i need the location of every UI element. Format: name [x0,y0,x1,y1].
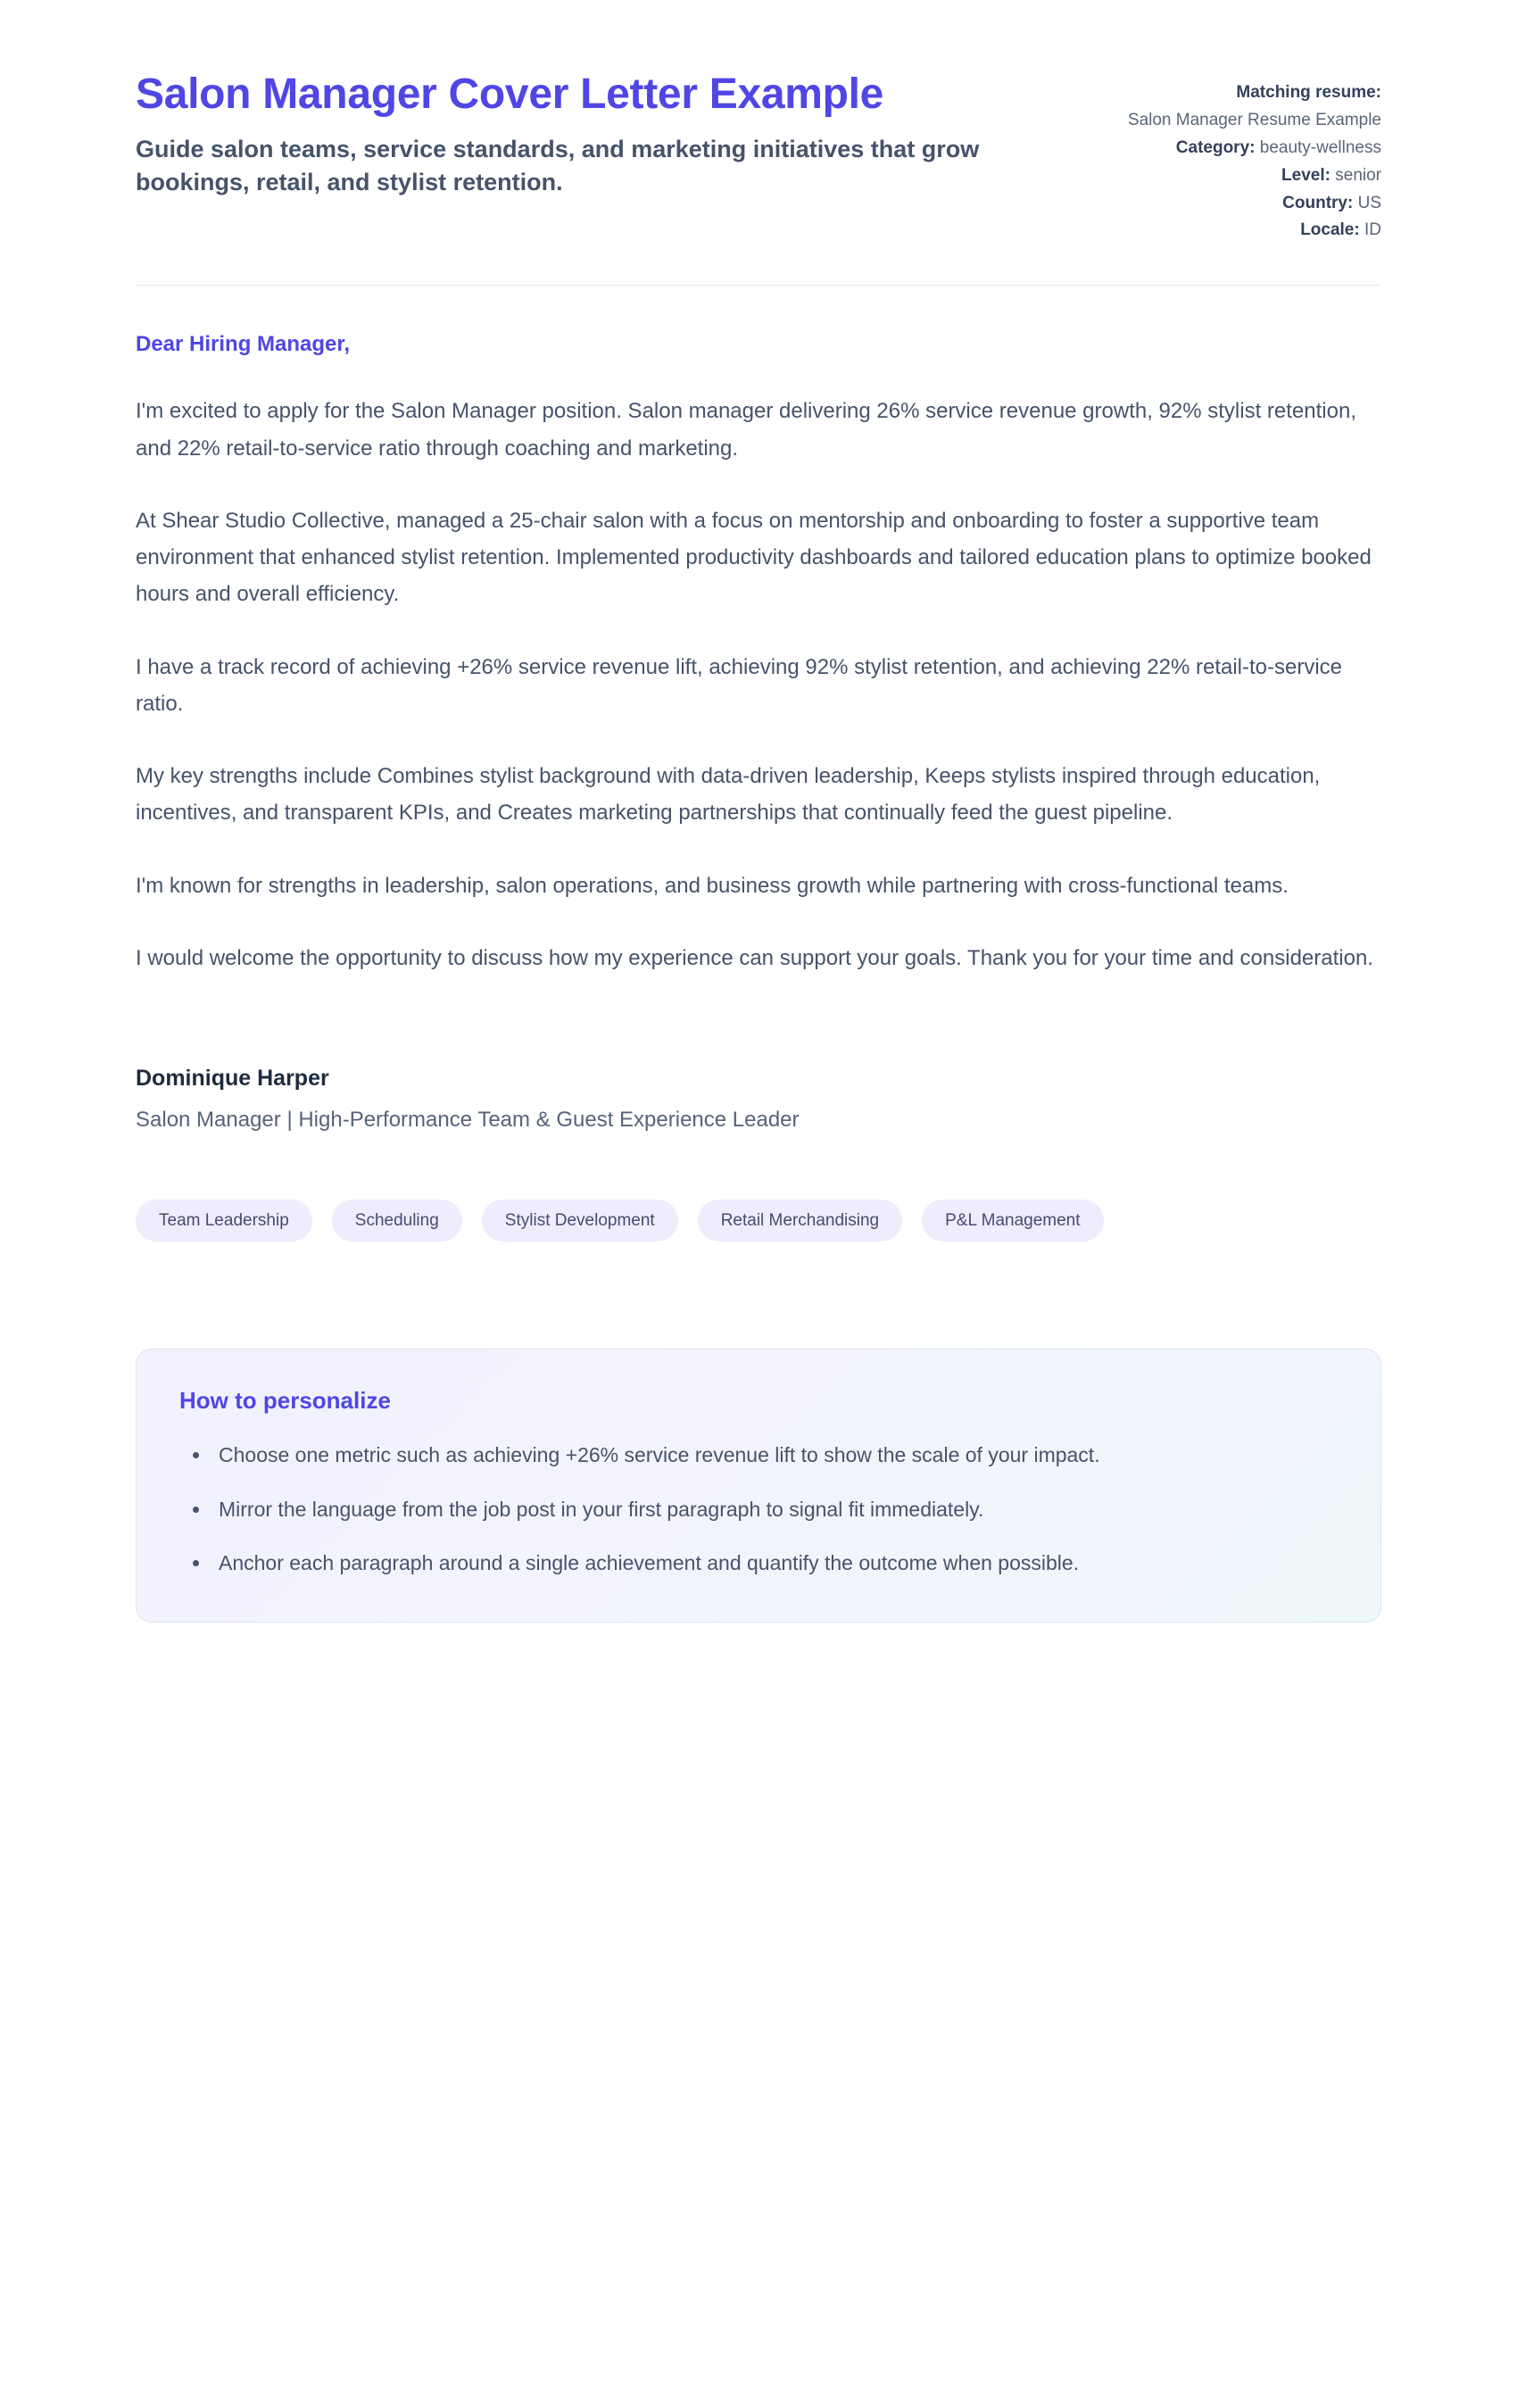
signature-role: Salon Manager | High-Performance Team & Guest Experience Leader [136,1108,800,1133]
personalize-callout [136,1349,1381,1623]
meta-level-value: senior [1335,165,1381,185]
letter-paragraph-6: I would welcome the opportunity to discuss how my experience can support your goals. Thank you for your time and consideration. [136,945,1373,970]
callout-title: How to personalize [179,1387,391,1415]
meta-locale [1123,218,1381,244]
header-text-block [136,70,1019,199]
meta-locale-label: Locale: [1300,220,1360,240]
skill-chip: Scheduling [332,1200,462,1241]
meta-level-label: Level: [1281,165,1330,185]
meta-level [1123,163,1381,189]
letter-body [136,332,1381,1133]
skill-chip: Retail Merchandising [698,1200,902,1241]
meta-locale-value: ID [1364,220,1381,240]
callout-list-item: • Anchor each paragraph around a single achievement and quantify the outcome when possible. [211,1546,1338,1581]
meta-matching-resume-value: Salon Manager Resume Example [1127,110,1381,129]
header-divider [136,285,1381,286]
skill-chip: Stylist Development [482,1200,678,1241]
document-meta [1123,70,1381,245]
signature-name: Dominique Harper [136,1066,329,1092]
letter-signature [136,1066,1381,1133]
skill-chip: P&L Management [922,1200,1103,1241]
skill-chip: Team Leadership [136,1200,312,1241]
meta-category-label: Category: [1175,137,1256,157]
meta-category-value: beauty-wellness [1259,137,1381,157]
letter-paragraph-1: I'm excited to apply for the Salon Manager position. Salon manager delivering 26% service revenue growth, 92% stylist retention, and 22% retail-to-service ratio through coaching and marketing. [136,399,1356,461]
letter-paragraph-5: I'm known for strengths in leadership, salon operations, and business growth while partnering with cross-functional teams. [136,873,1289,898]
page-subtitle: Guide salon teams, service standards, and marketing initiatives that grow bookings, retail, and stylist retention. [136,135,980,195]
letter-paragraph-2: At Shear Studio Collective, managed a 25-chair salon with a focus on mentorship and onboarding to foster a supportive team environment that enhanced stylist retention. Implemented productivity dashboards and tailored education plans to optimize booked hours and overall efficiency. [136,508,1372,607]
letter-paragraph-3: I have a track record of achieving +26% service revenue lift, achieving 92% stylist retention, and achieving 22% retail-to-service ratio. [136,654,1343,716]
meta-country-label: Country: [1282,193,1354,212]
letter-salutation: Dear Hiring Manager, [136,332,351,357]
callout-list-item: • Choose one metric such as achieving +26% service revenue lift to show the scale of your impact. [211,1438,1338,1473]
meta-country [1123,191,1381,217]
letter-paragraph-4: My key strengths include Combines stylist background with data-driven leadership, Keeps stylists inspired through education, incentives, and transparent KPIs, and Creates marketing partnerships that continually feed the guest pipeline. [136,764,1321,826]
document-header [136,70,1381,245]
page-title: Salon Manager Cover Letter Example [136,71,884,118]
meta-matching-resume-label: Matching resume: [1236,83,1381,102]
meta-category [1123,136,1381,162]
meta-country-value: US [1357,193,1381,212]
callout-list [179,1438,1338,1581]
callout-list-item: • Mirror the language from the job post in your first paragraph to signal fit immediately. [211,1492,1338,1527]
meta-matching-resume [1123,80,1381,106]
skill-chip-list [136,1200,1381,1241]
meta-matching-resume-value-row [1123,108,1381,134]
